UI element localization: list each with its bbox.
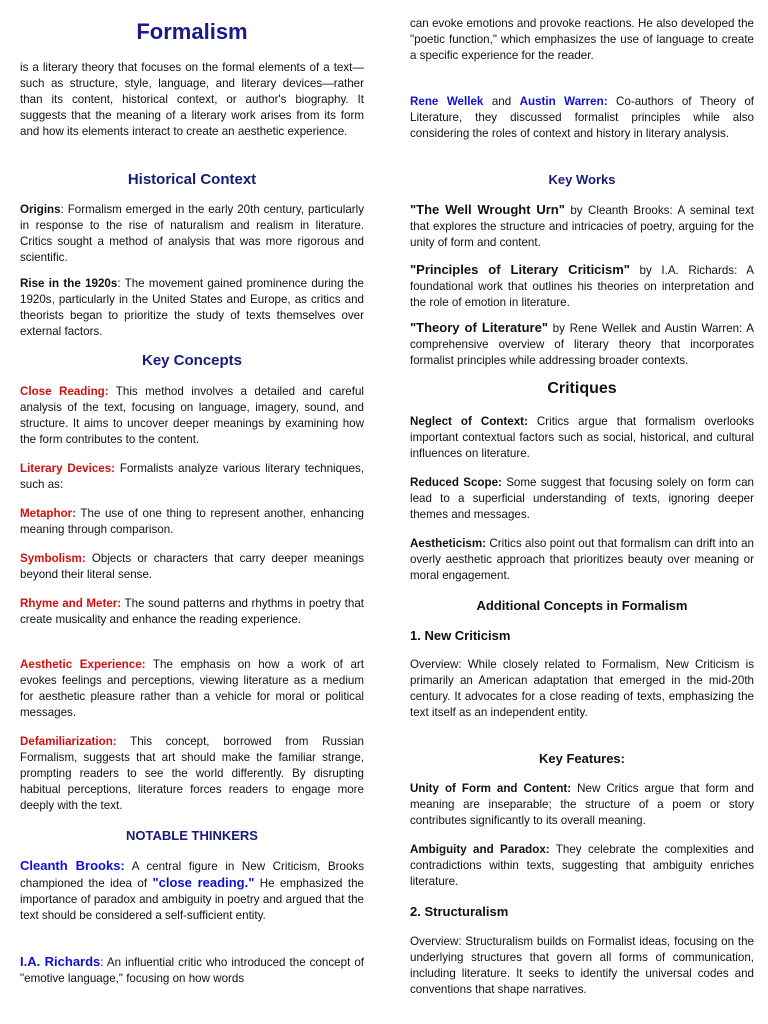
austin-warren-term: Austin Warren: [519,95,608,108]
defamiliarization-paragraph [20,734,364,814]
key-work-2-title: "Principles of Literary Criticism" [410,262,630,277]
richards-continued-paragraph [410,16,754,64]
key-features-heading: Key Features: [539,751,625,766]
symbolism-paragraph [20,551,364,583]
ia-richards-text: : An influential critic who introduced the concept of "emotive language," focusing on how words [20,956,364,985]
literary-devices-term: Literary Devices: [20,462,116,475]
rise-term: Rise in the 1920s [20,277,118,290]
origins-paragraph [20,202,364,266]
structuralism-text: Overview: Structuralism builds on Formalist ideas, focusing on the underlying structures that govern all forms of communication, including literature. It seeks to identify the universal codes and conventions that shape narratives. [410,935,754,996]
rhyme-meter-paragraph [20,596,364,628]
new-criticism-heading: 1. New Criticism [410,628,511,643]
unity-term: Unity of Form and Content: [410,782,572,795]
wellek-warren-text: Co-authors of Theory of Literature, they discussed formalist principles while also considering the roles of context and history in literary analysis. [410,95,755,140]
intro-paragraph [20,60,364,140]
ambiguity-paragraph [410,842,754,890]
unity-paragraph [410,781,754,829]
additional-concepts-heading: Additional Concepts in Formalism [476,598,688,613]
aestheticism-paragraph [410,536,754,584]
key-concepts-heading: Key Concepts [141,352,243,369]
neglect-text: Critics argue that formalism overlooks important contextual factors such as social, historical, and cultural influences on literature. [410,415,755,460]
metaphor-term: Metaphor: [20,507,77,520]
key-works-heading: Key Works [548,172,616,187]
cleanth-brooks-term: Cleanth Brooks: [20,858,125,873]
close-reading-term: Close Reading: [20,385,109,398]
notable-thinkers-heading: NOTABLE THINKERS [126,828,258,843]
symbolism-text: Objects or characters that carry deeper meanings beyond their literal sense. [20,552,364,581]
key-work-1-text: by Cleanth Brooks: A seminal text that explores the structure and intricacies of poetry, arguing for the unity of form and content. [410,204,754,249]
close-reading-paragraph [20,384,364,448]
reduced-scope-paragraph [410,475,754,523]
wellek-warren-paragraph [410,94,754,142]
aesthetic-experience-text: The emphasis on how a work of art evokes feelings and perceptions, viewing literature as a medium for aesthetic pleasure rather than a vehicle for moral or political messages. [20,658,365,719]
key-work-2 [410,262,754,311]
metaphor-text: The use of one thing to represent another, enhancing meaning through comparison. [20,507,364,536]
literary-devices-text: Formalists analyze various literary techniques, such as: [20,462,364,491]
rene-wellek-term: Rene Wellek [410,95,484,108]
key-work-3 [410,320,754,369]
and-text: and [483,95,520,108]
neglect-paragraph [410,414,754,462]
close-reading-quote: "close reading." [152,875,255,890]
close-reading-text: This method involves a detailed and careful analysis of the text, focusing on language, imagery, sound, and structure. It aims to uncover deeper meanings by examining how the form contributes to the content. [20,385,365,446]
ia-richards-term: I.A. Richards [20,954,101,969]
defamiliarization-text: This concept, borrowed from Russian Formalism, suggests that art should make the familiar strange, prompting readers to see the world differently. By disrupting habitual perceptions, literature forces readers to engage more deeply with the text. [20,735,364,812]
intro-text: is a literary theory that focuses on the formal elements of a text—such as structure, style, language, and literary devices—rather than its content, historical context, or author's biography. It suggests that the meaning of a literary work arises from its form and how its elements interact to create an aesthetic experience. [20,61,364,138]
rise-paragraph [20,276,364,340]
reduced-scope-term: Reduced Scope: [410,476,502,489]
origins-text: : Formalism emerged in the early 20th century, particularly in response to the rise of naturalism and realism in literature. Critics sought a method of analysis that was more rigorous and scientific. [20,203,364,264]
structuralism-paragraph [410,934,754,998]
origins-term: Origins [20,203,61,216]
key-work-1-title: "The Well Wrought Urn" [410,202,565,217]
new-criticism-text: Overview: While closely related to Formalism, New Criticism is primarily an American adaptation that emerged in the mid-20th century. It advocates for a close reading of texts, emphasizing the text itself as an independent entity. [410,658,754,719]
richards-continued-text: can evoke emotions and provoke reactions. He also developed the "poetic function," which emphasizes the use of language to create a specific experience for the reader. [410,17,754,62]
neglect-term: Neglect of Context: [410,415,528,428]
aestheticism-term: Aestheticism: [410,537,487,550]
page-title: Formalism [136,19,248,44]
key-work-2-text: by I.A. Richards: A foundational work that outlines his theories on interpretation and the role of emotion in literature. [410,264,754,309]
key-work-3-title: "Theory of Literature" [410,320,549,335]
reduced-scope-text: Some suggest that focusing solely on form can lead to a superficial understanding of texts, ignoring deeper themes and messages. [410,476,754,521]
critiques-heading: Critiques [547,380,617,397]
rise-text: : The movement gained prominence during the 1920s, particularly in the United States and Europe, as critics and theorists began to prioritize the study of texts themselves over external factors. [20,277,364,338]
aesthetic-experience-term: Aesthetic Experience: [20,658,146,671]
ambiguity-text: They celebrate the complexities and contradictions within texts, suggesting that ambiguity enriches literature. [410,843,754,888]
ia-richards-paragraph [20,954,364,987]
structuralism-heading: 2. Structuralism [410,904,509,919]
defamiliarization-term: Defamiliarization: [20,735,117,748]
cleanth-brooks-paragraph [20,858,364,924]
aesthetic-experience-paragraph [20,657,364,721]
key-work-3-text: by Rene Wellek and Austin Warren: A comprehensive overview of literary theory that incorporates formalist principles while addressing broader contexts. [410,322,755,367]
new-criticism-paragraph [410,657,754,721]
ambiguity-term: Ambiguity and Paradox: [410,843,550,856]
aestheticism-text: Critics also point out that formalism can drift into an overly aesthetic approach that prioritizes beauty over meaning or moral engagement. [410,537,754,582]
cleanth-brooks-text-2: He emphasized the importance of paradox and ambiguity in poetry and argued that the text should be considered a self-sufficient entity. [20,877,364,922]
literary-devices-paragraph [20,461,364,493]
metaphor-paragraph [20,506,364,538]
unity-text: New Critics argue that form and meaning are inseparable; the structure of a poem or story contributes significantly to its overall meaning. [410,782,754,827]
rhyme-meter-text: The sound patterns and rhythms in poetry that create musicality and enhance the reading experience. [20,597,364,626]
key-work-1 [410,202,754,251]
symbolism-term: Symbolism: [20,552,86,565]
historical-context-heading: Historical Context [127,171,257,188]
rhyme-meter-term: Rhyme and Meter: [20,597,122,610]
cleanth-brooks-text: A central figure in New Criticism, Brooks championed the idea of [20,860,364,890]
